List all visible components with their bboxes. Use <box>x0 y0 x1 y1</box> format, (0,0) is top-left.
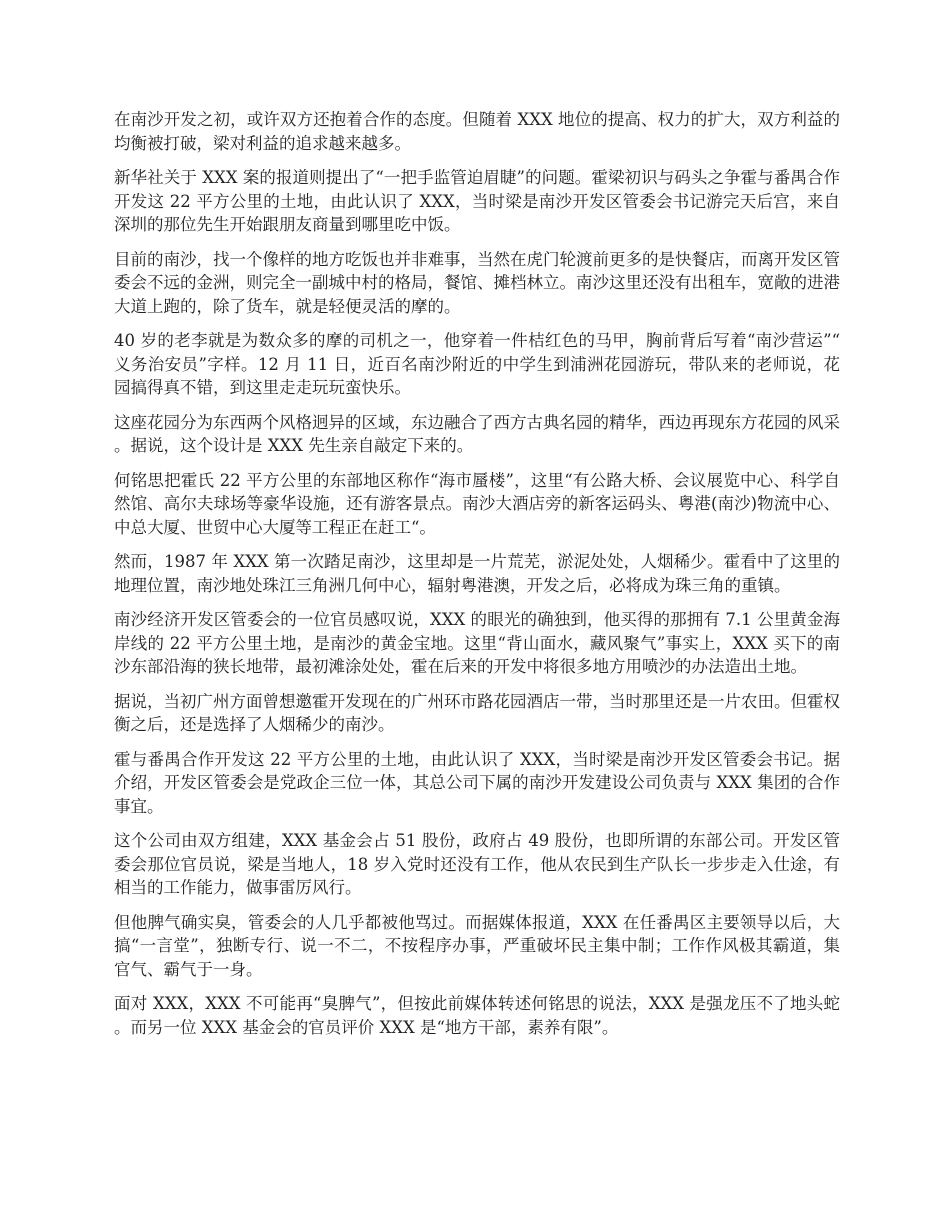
paragraph: 40 岁的老李就是为数众多的摩的司机之一，他穿着一件桔红色的马甲，胸前背后写着“南沙营运”“义务治安员”字样。12 月 11 日，近百名南沙附近的中学生到浦洲花园游玩，带队来的老师说，花园搞得真不错，到这里走走玩玩蛮快乐。 <box>114 331 840 397</box>
paragraph: 然而，1987 年 XXX 第一次踏足南沙，这里却是一片荒芜，淤泥处处，人烟稀少。霍看中了这里的地理位置，南沙地处珠江三角洲几何中心，辐射粤港澳，开发之后，必将成为珠三角的重镇。 <box>114 552 840 595</box>
paragraph: 据说，当初广州方面曾想邀霍开发现在的广州环市路花园酒店一带，当时那里还是一片农田。但霍权衡之后，还是选择了人烟稀少的南沙。 <box>114 691 840 734</box>
paragraph: 何铭思把霍氏 22 平方公里的东部地区称作“海市蜃楼”，这里“有公路大桥、会议展览中心、科学自然馆、高尔夫球场等豪华设施，还有游客景点。南沙大酒店旁的新客运码头、粤港(南沙)物流中心、中总大厦、世贸中心大厦等工程正在赶工“。 <box>114 470 840 537</box>
paragraph: 面对 XXX，XXX 不可能再“臭脾气”，但按此前媒体转述何铭思的说法，XXX 是强龙压不了地头蛇。而另一位 XXX 基金会的官员评价 XXX 是“地方干部，素养有限”。 <box>114 994 840 1037</box>
paragraph: 新华社关于 XXX 案的报道则提出了“一把手监管迫眉睫”的问题。霍梁初识与码头之争霍与番禺合作开发这 22 平方公里的土地，由此认识了 XXX，当时梁是南沙开发区管委会书记游完天后宫，来自深圳的那位先生开始跟朋友商量到哪里吃中饭。 <box>114 168 840 234</box>
paragraph: 这个公司由双方组建，XXX 基金会占 51 股份，政府占 49 股份，也即所谓的东部公司。开发区管委会那位官员说，梁是当地人，18 岁入党时还没有工作，他从农民到生产队长一步步走入仕途，有相当的工作能力，做事雷厉风行。 <box>114 831 840 897</box>
document-page <box>114 108 840 1050</box>
paragraph: 但他脾气确实臭，管委会的人几乎都被他骂过。而据媒体报道，XXX 在任番禺区主要领导以后，大搞“一言堂”，独断专行、说一不二，不按程序办事，严重破坏民主集中制；工作作风极其霸道，集官气、霸气于一身。 <box>114 912 840 979</box>
paragraph: 霍与番禺合作开发这 22 平方公里的土地，由此认识了 XXX，当时梁是南沙开发区管委会书记。据介绍，开发区管委会是党政企三位一体，其总公司下属的南沙开发建设公司负责与 XXX 集团的合作事宜。 <box>114 749 840 816</box>
paragraph: 这座花园分为东西两个风格迥异的区域，东边融合了西方古典名园的精华，西边再现东方花园的风采。据说，这个设计是 XXX 先生亲自敲定下来的。 <box>114 412 840 455</box>
paragraph: 南沙经济开发区管委会的一位官员感叹说，XXX 的眼光的确独到，他买得的那拥有 7.1 公里黄金海岸线的 22 平方公里土地，是南沙的黄金宝地。这里“背山面水，藏风聚气”事实上，XXX 买下的南沙东部沿海的狭长地带，最初滩涂处处，霍在后来的开发中将很多地方用喷沙的办法造出土地。 <box>114 610 840 676</box>
paragraph: 目前的南沙，找一个像样的地方吃饭也并非难事，当然在虎门轮渡前更多的是快餐店，而离开发区管委会不远的金洲，则完全一副城中村的格局，餐馆、摊档林立。南沙这里还没有出租车，宽敞的进港大道上跑的，除了货车，就是轻便灵活的摩的。 <box>114 249 840 316</box>
paragraph: 在南沙开发之初，或许双方还抱着合作的态度。但随着 XXX 地位的提高、权力的扩大，双方利益的均衡被打破，梁对利益的追求越来越多。 <box>114 110 840 153</box>
